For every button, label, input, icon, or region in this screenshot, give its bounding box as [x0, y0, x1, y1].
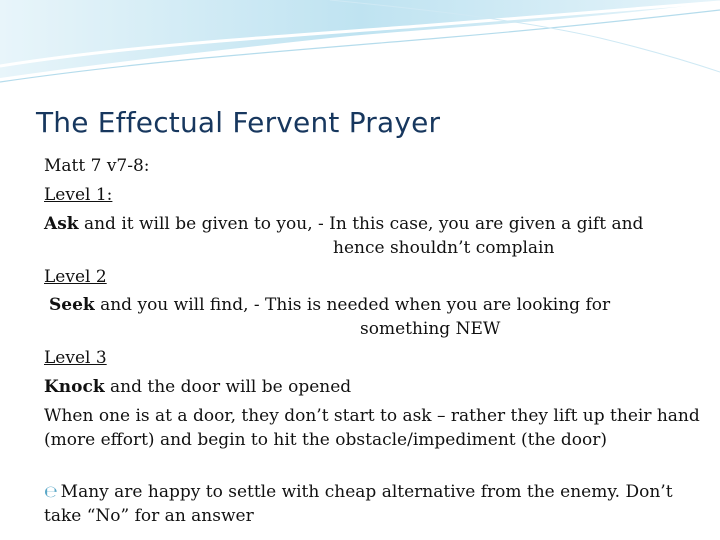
level-1-continuation: hence shouldn’t complain	[333, 238, 555, 258]
level-2-keyword: Seek	[49, 295, 95, 315]
closing-line-1	[44, 480, 673, 504]
level-2-text: and you will find, - This is needed when you are looking for	[94, 295, 611, 315]
level-3-text: and the door will be opened	[104, 377, 352, 397]
level-2-heading: Level 2	[44, 267, 107, 287]
level-2-line	[49, 293, 610, 317]
level-3-heading: Level 3	[44, 348, 107, 368]
closing-text-1: Many are happy to settle with cheap alternative from the enemy. Don’t	[60, 482, 673, 502]
level-1-text: and it will be given to you, - In this case, you are given a gift and	[78, 214, 644, 234]
scripture-reference: Matt 7 v7-8:	[44, 156, 150, 176]
level-1-keyword: Ask	[44, 214, 79, 234]
level-1-heading: Level 1:	[44, 185, 113, 205]
slide-title: The Effectual Fervent Prayer	[36, 106, 441, 139]
level-3-explanation-line-2: (more effort) and begin to hit the obstacle/impediment (the door)	[44, 430, 607, 450]
closing-line-2: take “No” for an answer	[44, 506, 254, 526]
level-2-continuation: something NEW	[360, 319, 501, 339]
level-3-line	[44, 375, 351, 399]
level-1-line	[44, 212, 643, 236]
decorative-wave-banner	[0, 0, 720, 90]
level-3-keyword: Knock	[44, 377, 105, 397]
e-bullet-icon: ℮	[44, 482, 58, 501]
level-3-explanation-line-1: When one is at a door, they don’t start to ask – rather they lift up their hand	[44, 406, 700, 426]
